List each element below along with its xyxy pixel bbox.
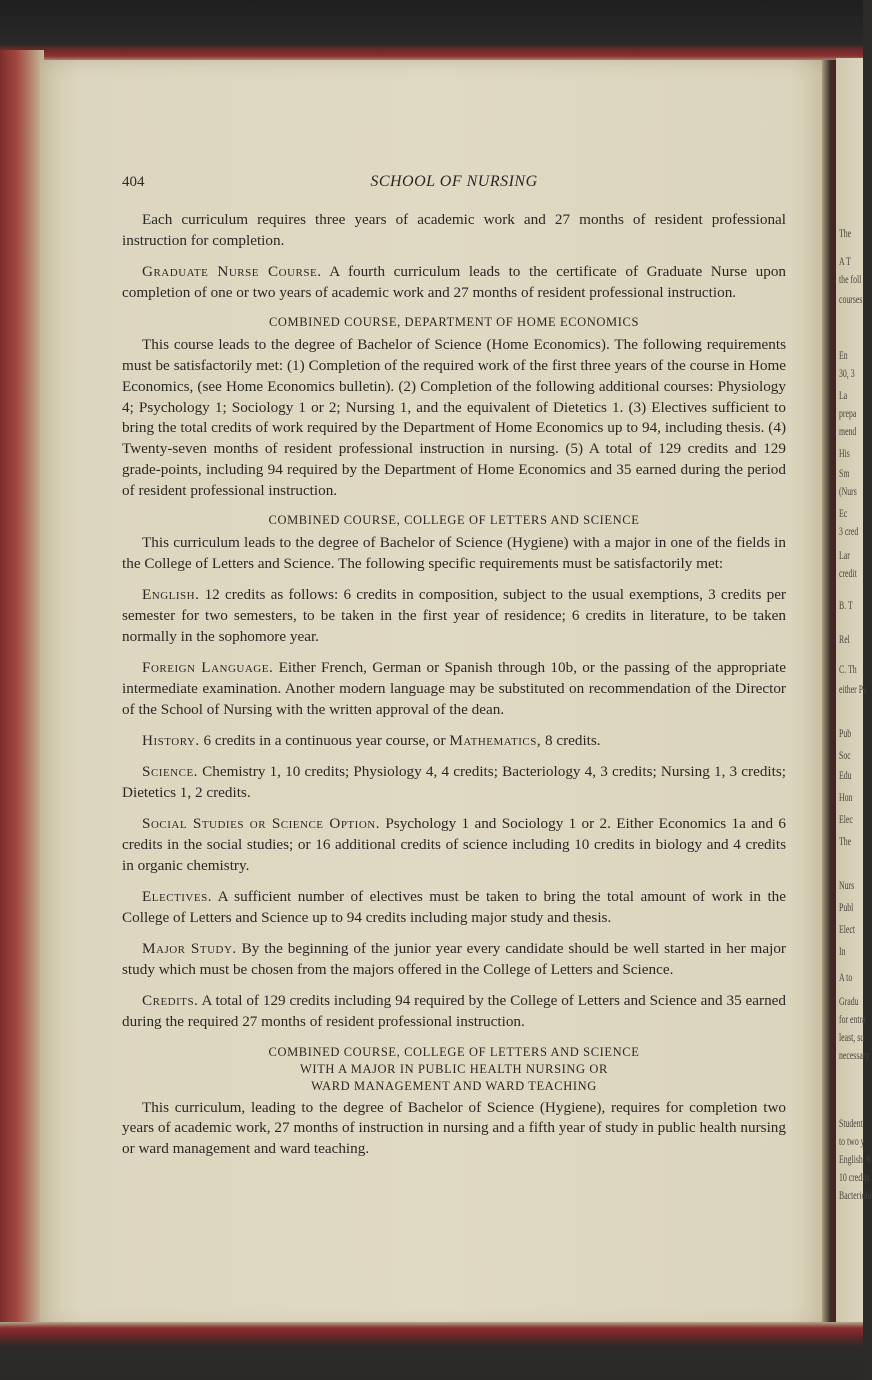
- page-number: 404: [122, 174, 145, 190]
- paragraph-lead: Graduate Nurse Course.: [142, 263, 322, 281]
- adjacent-text-fragment: Bacteriolo: [839, 1188, 872, 1202]
- paragraph-lead-secondary: Mathematics,: [449, 731, 542, 749]
- graduate-nurse-paragraph: [122, 262, 786, 304]
- paragraph-lead: Credits.: [142, 992, 199, 1010]
- requirement-foreign-language: [122, 658, 786, 720]
- adjacent-text-fragment: The: [839, 834, 852, 848]
- paragraph-text: A fourth curriculum leads to the certificate of Graduate Nurse upon completion of one or two years of academic work and 27 months of resident professional instruction.: [122, 263, 787, 301]
- adjacent-text-fragment: Student: [839, 1116, 863, 1130]
- adjacent-text-fragment: 10 credits: [839, 1170, 870, 1184]
- adjacent-text-fragment: least, su: [839, 1030, 865, 1044]
- adjacent-text-fragment: Hon: [839, 790, 853, 804]
- adjacent-text-fragment: the foll: [839, 272, 862, 286]
- adjacent-text-fragment: His: [839, 446, 850, 460]
- adjacent-text-fragment: to two y: [839, 1134, 865, 1148]
- adjacent-text-fragment: Publ: [839, 900, 854, 914]
- page-header: [122, 168, 786, 192]
- public-health-paragraph: This curriculum, leading to the degree of Bachelor of Science (Hygiene), requires for completion two years of academic work, 27 months of instruction in nursing and a fifth year of study in public health nursing or ward management and ward teaching.: [122, 1098, 786, 1158]
- paragraph-lead: History.: [142, 731, 200, 749]
- adjacent-text-fragment: Elect: [839, 922, 856, 936]
- adjacent-text-fragment: La: [839, 388, 848, 402]
- adjacent-text-fragment: for entra: [839, 1012, 866, 1026]
- paragraph-lead: Science.: [142, 763, 198, 781]
- paragraph-text-secondary: 8 credits.: [541, 731, 601, 749]
- adjacent-text-fragment: Pub: [839, 726, 852, 740]
- adjacent-text-fragment: mend: [839, 424, 857, 438]
- adjacent-text-fragment: Sm: [839, 466, 850, 480]
- adjacent-text-fragment: Soc: [839, 748, 851, 762]
- adjacent-text-fragment: (Nurs: [839, 484, 857, 498]
- adjacent-text-fragment: English, 6: [839, 1152, 871, 1166]
- requirement-history: [122, 731, 786, 752]
- adjacent-text-fragment: B. T: [839, 598, 853, 612]
- paragraph-lead: Major Study.: [142, 940, 237, 958]
- adjacent-text-fragment: C. Th: [839, 662, 857, 676]
- adjacent-text-fragment: Gradu: [839, 994, 859, 1008]
- requirement-science: [122, 762, 786, 804]
- paragraph-text: Chemistry 1, 10 credits; Physiology 4, 4 credits; Bacteriology 4, 3 credits; Nursing 1, 3 credits; Dietetics 1, 2 credits.: [122, 763, 786, 802]
- page-body: [122, 168, 786, 1170]
- heading-line: COMBINED COURSE, COLLEGE OF LETTERS AND SCIENCE: [268, 1044, 640, 1059]
- requirement-social-studies: [122, 814, 786, 876]
- section-heading-home-economics: COMBINED COURSE, DEPARTMENT OF HOME ECONOMICS: [268, 315, 640, 330]
- paragraph-lead: Electives.: [142, 888, 213, 906]
- book-cover-top-edge: [0, 0, 863, 62]
- adjacent-text-fragment: The: [839, 226, 852, 240]
- adjacent-text-fragment: 3 cred: [839, 524, 859, 538]
- adjacent-text-fragment: Edu: [839, 768, 852, 782]
- adjacent-text-fragment: A to: [839, 970, 853, 984]
- adjacent-text-fragment: Rel: [839, 632, 850, 646]
- paragraph-lead: Social Studies or Science Option.: [142, 815, 381, 833]
- adjacent-text-fragment: In: [839, 944, 846, 958]
- requirement-credits: [122, 991, 786, 1033]
- adjacent-text-fragment: Ec: [839, 506, 848, 520]
- book-gutter: [822, 60, 836, 1328]
- paragraph-text: A total of 129 credits including 94 required by the College of Letters and Science and 35 earned during the required 27 months of resident professional instruction.: [122, 992, 786, 1031]
- paragraph-text: 12 credits as follows: 6 credits in composition, subject to the usual exemptions, 3 credits per semester for two semesters, to be taken in the first year of residence; 6 credits in literature, to be taken normally in the sophomore year.: [122, 586, 786, 645]
- paragraph-text: 6 credits in a continuous year course, or: [199, 731, 450, 749]
- adjacent-text-fragment: prepa: [839, 406, 857, 420]
- requirement-electives: [122, 887, 786, 929]
- heading-line: WITH A MAJOR IN PUBLIC HEALTH NURSING OR: [300, 1061, 608, 1076]
- book-cover-bottom-edge: [0, 1322, 863, 1380]
- requirement-major-study: [122, 939, 786, 981]
- adjacent-text-fragment: Elec: [839, 812, 853, 826]
- adjacent-text-fragment: either Ps: [839, 682, 867, 696]
- paragraph-lead: English.: [142, 586, 200, 604]
- adjacent-text-fragment: Lar: [839, 548, 850, 562]
- paragraph-lead: Foreign Language.: [142, 659, 274, 677]
- adjacent-text-fragment: necessary: [839, 1048, 870, 1062]
- paragraph-text: Psychology 1 and Sociology 1 or 2. Either Economics 1a and 6 credits in the social studies; or 16 additional credits of science including 10 credits in biology and 4 credits in organic chemistry.: [122, 815, 786, 874]
- heading-line: WARD MANAGEMENT AND WARD TEACHING: [311, 1078, 597, 1093]
- adjacent-text-fragment: Nurs: [839, 878, 855, 892]
- home-economics-paragraph: This course leads to the degree of Bachelor of Science (Home Economics). The following requirements must be satisfactorily met: (1) Completion of the required work of the first three years of the course in Home Economics, (see Home Economics bulletin). (2) Completion of the following additional courses: Physiology 4; Psychology 1; Sociology 1 or 2; Nursing 1, and the equivalent of Dietetics 1. (3) Electives sufficient to bring the total credits of work required by the Department of Home Economics up to 94, including thesis. (4) Twenty-seven months of resident professional instruction in nursing. (5) A total of 129 credits and 129 grade-points, including 94 required by the Department of Home Economics and 35 earned during the period of resident professional instruction.: [122, 336, 786, 499]
- requirement-english: [122, 585, 786, 647]
- paragraph-text: Either French, German or Spanish through 10b, or the passing of the appropriate intermediate examination. Another modern language may be substituted on recommendation of the Director of the School of Nursing with the written approval of the dean.: [122, 659, 786, 718]
- section-heading-public-health: [122, 1044, 786, 1095]
- adjacent-text-fragment: A T: [839, 254, 851, 268]
- paragraph-text: A sufficient number of electives must be taken to bring the total amount of work in the College of Letters and Science up to 94 credits including major study and thesis.: [122, 888, 786, 927]
- adjacent-text-fragment: courses: [839, 292, 863, 306]
- running-head: SCHOOL OF NURSING: [370, 173, 538, 190]
- section-heading-letters-science: COMBINED COURSE, COLLEGE OF LETTERS AND SCIENCE: [268, 513, 640, 528]
- adjacent-text-fragment: En: [839, 348, 848, 362]
- book-binding-left: [0, 50, 44, 1332]
- adjacent-text-fragment: credit: [839, 566, 857, 580]
- letters-science-paragraph: This curriculum leads to the degree of Bachelor of Science (Hygiene) with a major in one of the fields in the College of Letters and Science. The following specific requirements must be satisfactorily met:: [122, 534, 786, 572]
- adjacent-page-edge: [836, 58, 872, 1328]
- intro-paragraph: Each curriculum requires three years of academic work and 27 months of resident professional instruction for completion.: [122, 211, 786, 249]
- adjacent-text-fragment: 30, 3: [839, 366, 855, 380]
- paragraph-text: By the beginning of the junior year every candidate should be well started in her major study which must be chosen from the majors offered in the College of Letters and Science.: [122, 940, 786, 979]
